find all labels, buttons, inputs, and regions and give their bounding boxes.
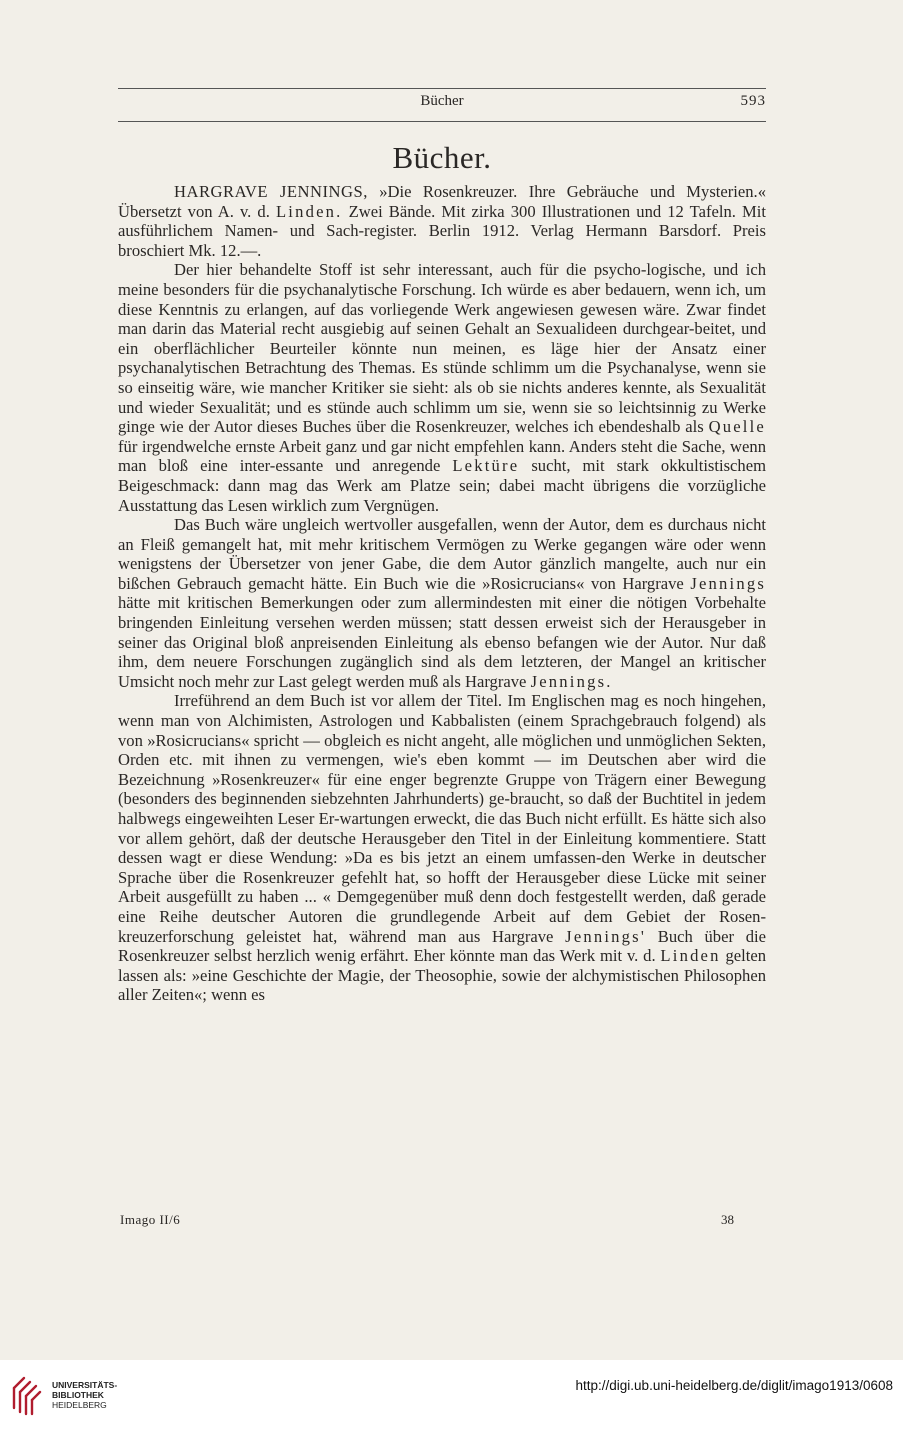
- header-top-rule: [118, 88, 766, 89]
- header-bottom-rule: [118, 121, 766, 122]
- p3-text-e: .: [606, 671, 611, 691]
- p2-text-e: sucht, mit stark okkultistischem Beigeschmack: dann mag das Werk am Platze sein; dabei macht übrigens die vorzügliche Ausstattung das Lesen wirklich zum Vergnügen.: [118, 456, 766, 515]
- p2-text-a: Der hier behandelte Stoff ist sehr interessant, auch für die psycho-logische, und ich meine besonders für die psychanalytische Forschung. Ich würde es aber bedauern, wenn ich, um diese Kenntnis zu erlangen, auf das vorliegende Werk angewiesen gewesen wäre. Zwar findet man darin das Material recht ausgiebig auf seinen Gehalt an Sexualideen durchgear-beitet, und ein oberflächlicher Beurteiler könnte nun meinen, es läge hier der Ansatz einer psychanalytischen Betrachtung des Themas. Es stünde schlimm um die Psychanalyse, wenn sie so einseitig wäre, wie mancher Kritiker sie sieht: als ob sie nichts anderes kennte, als Sexualität und wieder Sexualität; und es stünde auch schlimm um sie, wenn sie so leichtsinnig zu Werke ginge wie der Autor dieses Buches über die Rosenkreuzer, welches ich ebendeshalb als: [118, 260, 766, 437]
- p2-spaced-quelle: Quelle: [708, 417, 766, 437]
- paragraph-3: [118, 515, 766, 691]
- footer-sheet-number: 38: [721, 1212, 734, 1227]
- page-number: 593: [740, 93, 766, 109]
- paragraph-2: [118, 260, 766, 515]
- p3-text-c: hätte mit kritischen Bemerkungen oder zum allermindesten mit einer die nötigen Vorbehalte bringenden Einleitung versehen werden müssen; statt dessen erweist sich der Herausgeber in seiner das Original bloß anpreisenden Einleitung als ebenso befangen wie der Autor. Nur daß ihm, dem neuere Forschungen zugänglich sind als dem letzteren, der Mangel an kritischer Umsicht noch mehr zur Last gelegt werden muß als Hargrave: [118, 593, 766, 691]
- book-author: HARGRAVE JENNINGS,: [174, 182, 368, 201]
- p4-spaced-linden: Linden: [660, 946, 721, 966]
- p4-spaced-jennings: Jennings': [565, 926, 647, 946]
- section-heading: Bücher.: [392, 140, 492, 175]
- running-title: Bücher: [420, 93, 464, 109]
- p1-text-c: Zwei Bände. Mit zirka 300 Illustrationen und 12 Tafeln. Mit ausführlichem Namen- und Sach-register. Berlin 1912. Verlag Hermann Barsdorf. Preis broschiert Mk. 12.—.: [118, 201, 766, 260]
- p3-text-a: Das Buch wäre ungleich wertvoller ausgefallen, wenn der Autor, dem es durchaus nicht an Fleiß gemangelt hat, mit mehr kritischem Vermögen zu Werke gegangen wäre oder wenn wenigstens der Übersetzer von jener Gabe, die dem Autor gänzlich mangelte, auch nur ein bißchen Gebrauch gemacht hätte. Ein Buch wie die »Rosicrucians« von Hargrave: [118, 515, 766, 593]
- library-name-line2: BIBLIOTHEK: [52, 1390, 104, 1400]
- p1-spaced-name: Linden.: [275, 201, 343, 221]
- p4-text-c: Buch über die Rosenkreuzer selbst herzlich wenig erfährt. Eher könnte man das Werk mit v. d.: [118, 926, 766, 966]
- p4-text-a: Irreführend an dem Buch ist vor allem der Titel. Im Englischen mag es noch hingehen, wenn man von Alchimisten, Astrologen und Kabbalisten (einem Sprachgebrauch folgend) als von »Rosicrucians« spricht — obgleich es nicht angeht, alle möglichen und unmöglichen Sekten, Orden etc. mit ihnen zu vermengen, wie's eben kommt — im Deutschen aber wird die Bezeichnung »Rosenkreuzer« für eine enger begrenzte Gruppe von Trägern einer Bewegung (besonders des beginnenden siebzehnten Jahrhunderts) ge-braucht, so daß der Buchtitel in jedem halbwegs eingeweihten Leser Er-wartungen erweckt, die das Buch nicht erfüllt. Es hätte sich also vor allem gehört, daß der deutsche Herausgeber den Titel in der Einleitung kommentiere. Statt dessen wagt er diese Wendung: »Da es bis jetzt an einem umfassen-den Werke in deutscher Sprache über die Rosenkreuzer gefehlt hat, so hofft der Herausgeber diese Lücke mit seiner Arbeit ausgefüllt zu haben ... « Demgegenüber muß denn doch festgestellt werden, daß gerade eine Reihe deutscher Autoren die grundlegende Arbeit auf dem Gebiet der Rosen-kreuzerforschung geleistet hat, während man aus Hargrave: [118, 691, 766, 946]
- library-logo-icon: [10, 1374, 44, 1416]
- paragraph-1: [118, 182, 766, 260]
- review-text: [118, 182, 766, 1005]
- library-name: [52, 1380, 117, 1410]
- footer-signature: Imago II/6: [120, 1212, 181, 1227]
- library-name-line1: UNIVERSITÄTS-: [52, 1380, 118, 1390]
- p3-spaced-jennings-1: Jennings: [690, 573, 766, 593]
- permalink-url[interactable]: http://digi.ub.uni-heidelberg.de/diglit/imago1913/0608: [575, 1378, 893, 1393]
- p2-text-c: für irgendwelche ernste Arbeit ganz und gar nicht empfehlen kann. Anders steht die Sache, wenn man bloß eine inter-essante und anregende: [118, 436, 766, 476]
- p2-spaced-lektuere: Lektüre: [452, 456, 520, 476]
- library-name-line3: HEIDELBERG: [52, 1400, 107, 1410]
- paragraph-4: [118, 691, 766, 1005]
- p1-text-a: »Die Rosenkreuzer. Ihre Gebräuche und Mysterien.« Übersetzt von A. v. d.: [118, 182, 766, 221]
- library-footer-bar: [0, 1360, 903, 1431]
- p3-spaced-jennings-2: Jennings: [530, 671, 607, 691]
- p4-text-e: gelten lassen als: »eine Geschichte der Magie, der Theosophie, sowie der alchymistischen Philosophen aller Zeiten«; wenn es: [118, 946, 766, 1005]
